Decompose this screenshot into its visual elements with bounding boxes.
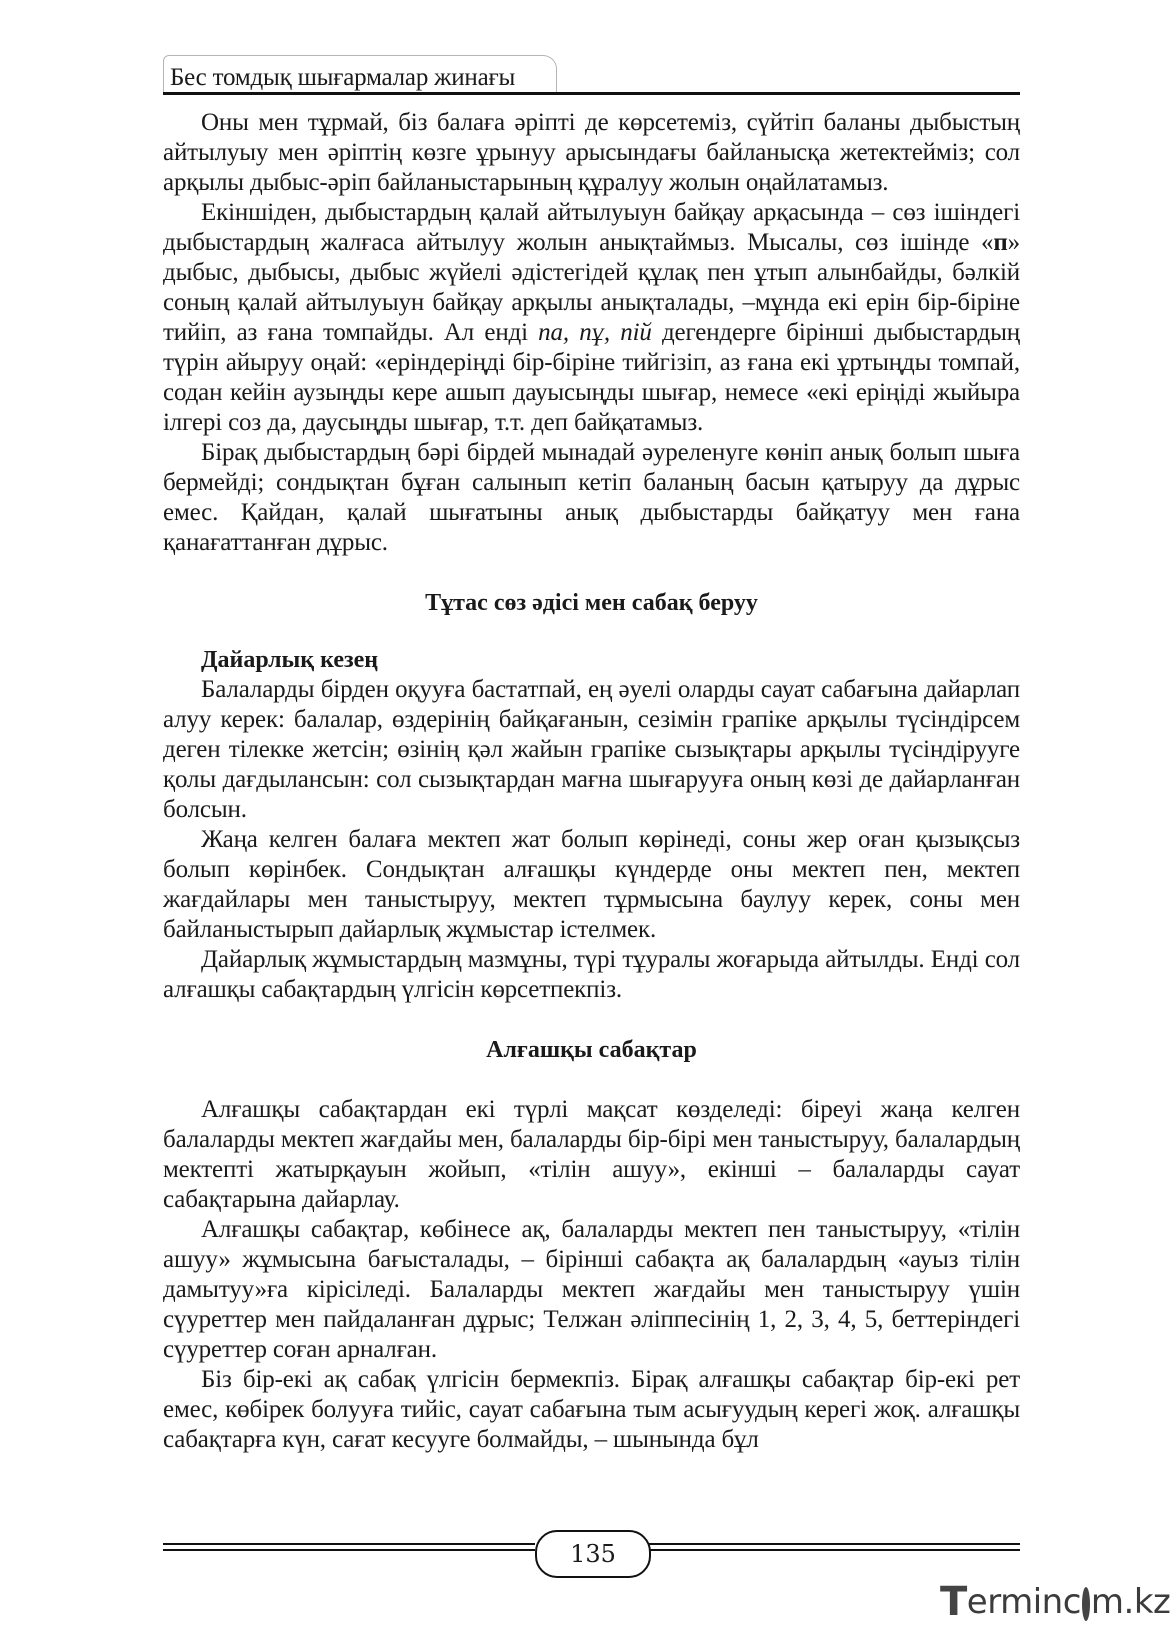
syllables-italic: па, пұ, пій xyxy=(538,319,652,346)
magnifier-icon xyxy=(1082,1587,1090,1621)
paragraph-6: Дайарлық жұмыстардың мазмұны, түрі тұуралы жоғарыда айтылды. Енді сол алғашқы сабақтардың үлгісін көрсетпекпіз. xyxy=(163,946,1020,1003)
spacer xyxy=(163,558,1020,588)
letter-p-bold: п xyxy=(993,229,1008,256)
spacer xyxy=(163,1005,1020,1035)
book-title: Бес томдық шығармалар жинағы xyxy=(170,64,516,91)
spacer xyxy=(163,618,1020,645)
paragraph-1: Оны мен тұрмай, біз балаға әріпті де көрсетеміз, сүйтіп баланы дыбыстың айтылуыу мен әріптің көзге ұрынуу арысындағы байланысқа жетектейміз; сол арқылы дыбыс-әріп байланыстарының құралуу жолын оңайлатамыз. xyxy=(163,109,1020,196)
paragraph-8: Алғашқы сабақтар, көбінесе ақ, балаларды мектеп пен таныстыруу, «тілін ашуу» жұмысына бағысталады, – бірінші сабақта ақ балалардың «ауыз тілін дамытуу»ға кірісіледі. Балаларды мектеп жағдайы мен таныстыруу үшін сүуреттер мен пайдаланған дұрыс; Телжан әліппесінің 1, 2, 3, 4, 5, беттеріндегі сүуреттер соған арналған. xyxy=(163,1216,1020,1363)
paragraph-5: Жаңа келген балаға мектеп жат болып көрінеді, соны жер оған қызықсыз болып көрінбек. Сондықтан алғашқы күндерде оны мектеп пен, мектеп жағдайлары мен таныстыруу, мектеп тұрмысына баулуу керек, соны мен байланыстырып дайарлық жұмыстар істелмек. xyxy=(163,826,1020,943)
subheading-preparatory-stage: Дайарлық кезең xyxy=(201,647,379,673)
page-content xyxy=(163,108,1020,1455)
paragraph-4: Балаларды бірден оқууға бастатпай, ең әуелі оларды сауат сабағына дайарлап алуу керек: балалар, өздерінің байқағанын, сезімін грапіке арқылы түсіндірсем деген тілекке жетсін; өзінің қәл жайын грапіке сызықтары арқылы түсіндірууге қолы дағдылансын: сол сызықтардан мағна шығарууға оның көзі де дайарланған болсын. xyxy=(163,676,1020,823)
spacer xyxy=(163,1065,1020,1095)
paragraph-7: Алғашқы сабақтардан екі түрлі мақсат көзделеді: біреуі жаңа келген балаларды мектеп жағдайы мен, балаларды бір-бірі мен таныстыруу, балалардың мектепті жатырқауын жойып, «тілін ашуу», екінші – балаларды сауат сабақтарына дайарлау. xyxy=(163,1096,1020,1213)
footer-rule-right-bottom xyxy=(649,1549,1020,1551)
logo-text-part-1: erminc xyxy=(966,1582,1081,1622)
section-heading-whole-word-method: Тұтас сөз әдісі мен сабақ беруу xyxy=(425,590,758,616)
termincom-logo xyxy=(940,1578,1170,1626)
paragraph-9: Біз бір-екі ақ сабақ үлгісін бермекпіз. Бірақ алғашқы сабақтар бір-екі рет емес, көбірек болууға тийіс, сауат сабағына тым асығуудың керегі жоқ. алғашқы сабақтарға күн, сағат кесууге болмайды, – шынында бұл xyxy=(163,1366,1020,1453)
footer-rule-left-top xyxy=(163,1543,535,1545)
page-number: 135 xyxy=(535,1530,651,1578)
paragraph-3: Бірақ дыбыстардың бәрі бірдей мынадай әуреленуге көніп анық болып шыға бермейді; сондықтан бұған салынып кетіп баланың басын қатыруу да дұрыс емес. Қайдан, қалай шығатыны анық дыбыстарды байқатуу мен ғана қанағаттанған дұрыс. xyxy=(163,439,1020,556)
section-heading-first-lessons: Алғашқы сабақтар xyxy=(486,1037,697,1063)
logo-text-part-2: m.kz xyxy=(1090,1582,1170,1622)
footer-rule-left-bottom xyxy=(163,1549,535,1551)
footer-rule-right-top xyxy=(649,1543,1020,1545)
paragraph-2-part-a: Екіншіден, дыбыстардың қалай айтылуыун байқау арқасында – сөз ішіндегі дыбыстардың жалғаса айтылуу жолын анықтаймыз. Мысалы, сөз ішінде « xyxy=(163,199,1020,256)
running-header xyxy=(163,55,1020,95)
paragraph-2 xyxy=(163,198,1020,438)
paragraph-2-part-b: » дыбыс, дыбысы, дыбыс жүйелі әдістегідей құлақ пен ұтып алынбайды, бәлкій соның қалай айтылуыун байқау арқылы анықталады, –мұнда екі ерін бір-біріне тийіп, аз ғана томпайды. Ал енді xyxy=(163,229,1020,346)
paragraph-2-part-c: дегендерге бірінші дыбыстардың түрін айыруу оңай: «еріндеріңді бір-біріне тийгізіп, аз ғана екі ұртыңды томпай, содан кейін аузыңды кере ашып дауысыңды шығар, немесе «екі еріңіді жыйыра ілгері соз да, даусыңды шығар, т.т. деп байқатамыз. xyxy=(163,319,1020,436)
page-footer xyxy=(163,1530,1020,1580)
header-rule xyxy=(163,92,1020,95)
logo-letter-t: T xyxy=(940,1579,967,1625)
